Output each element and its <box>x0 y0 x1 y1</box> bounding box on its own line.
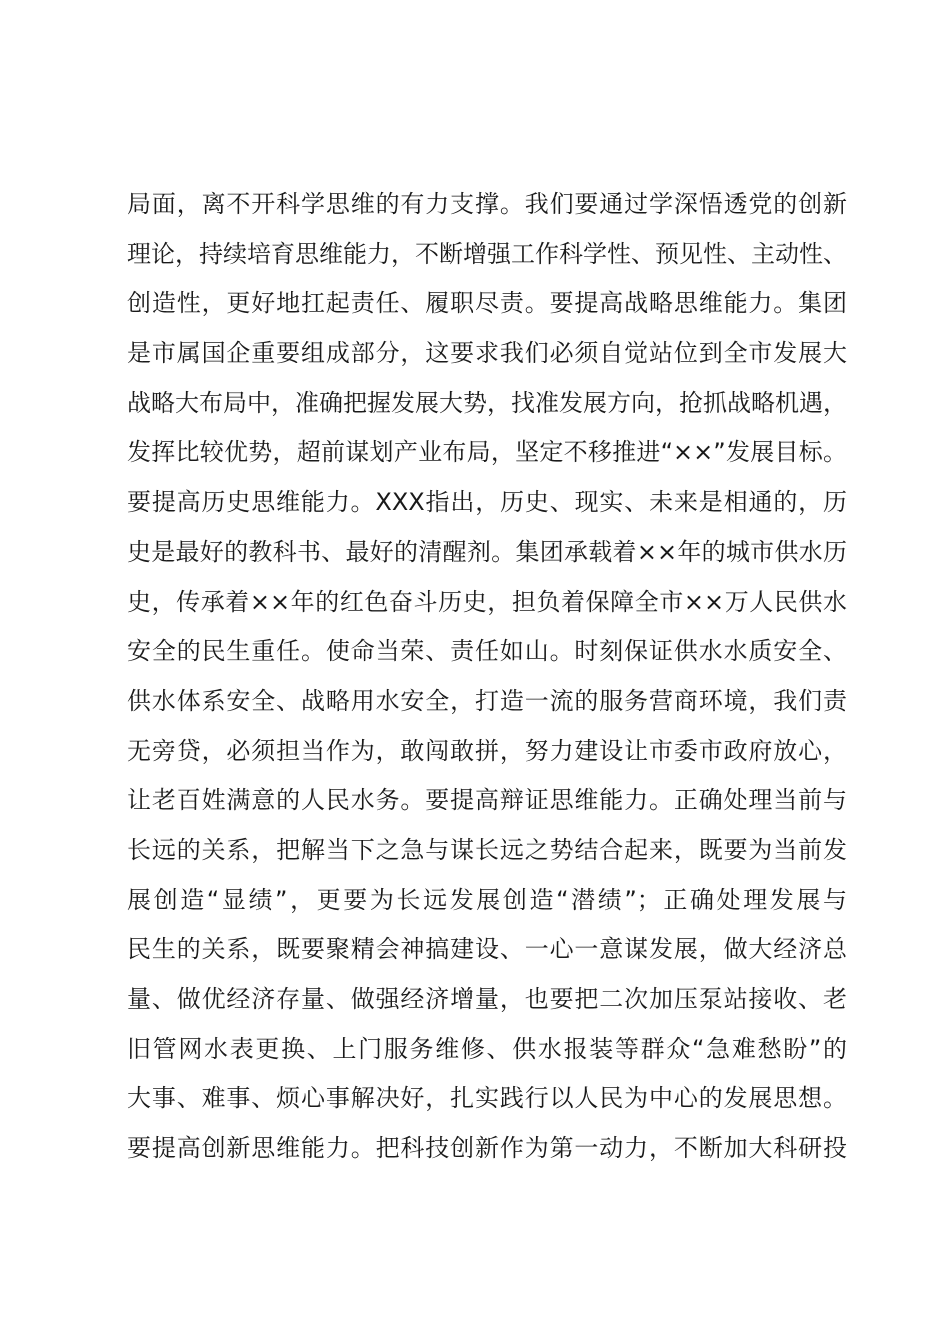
text-line-14: 长远的关系，把解当下之急与谋长远之势结合起来，既要为当前发 <box>127 835 847 864</box>
text-line-5: 战略大布局中，准确把握发展大势，找准发展方向，抢抓战略机遇， <box>127 388 847 417</box>
text-line-20: 要提高创新思维能力。把科技创新作为第一动力，不断加大科研投 <box>127 1134 847 1163</box>
text-line-2: 理论，持续培育思维能力，不断增强工作科学性、预见性、主动性、 <box>127 239 847 268</box>
text-line-4: 是市属国企重要组成部分，这要求我们必须自觉站位到全市发展大 <box>127 339 847 368</box>
text-line-11: 供水体系安全、战略用水安全，打造一流的服务营商环境，我们责 <box>127 686 847 715</box>
text-line-17: 量、做优经济存量、做强经济增量，也要把二次加压泵站接收、老 <box>127 985 847 1013</box>
text-line-12: 无旁贷，必须担当作为，敢闯敢拼，努力建设让市委市政府放心， <box>127 736 847 765</box>
text-line-7: 要提高历史思维能力。XXX指出，历史、现实、未来是相通的，历 <box>127 488 847 517</box>
text-line-16: 民生的关系，既要聚精会神搞建设、一心一意谋发展，做大经济总 <box>127 935 847 964</box>
text-line-8: 史是最好的教科书、最好的清醒剂。集团承载着××年的城市供水历 <box>127 537 847 566</box>
text-line-18: 旧管网水表更换、上门服务维修、供水报装等群众“急难愁盼”的 <box>127 1034 847 1063</box>
text-line-9: 史，传承着××年的红色奋斗历史，担负着保障全市××万人民供水 <box>127 587 847 616</box>
text-line-3: 创造性，更好地扛起责任、履职尽责。要提高战略思维能力。集团 <box>127 289 847 318</box>
text-line-13: 让老百姓满意的人民水务。要提高辩证思维能力。正确处理当前与 <box>127 786 847 815</box>
text-line-15: 展创造“显绩”，更要为长远发展创造“潜绩”；正确处理发展与 <box>127 885 847 914</box>
text-line-6: 发挥比较优势，超前谋划产业布局，坚定不移推进“××”发展目标。 <box>127 438 847 467</box>
text-line-19: 大事、难事、烦心事解决好，扎实践行以人民为中心的发展思想。 <box>127 1084 847 1113</box>
text-line-10: 安全的民生重任。使命当荣、责任如山。时刻保证供水水质安全、 <box>127 637 847 666</box>
text-line-1: 局面，离不开科学思维的有力支撑。我们要通过学深悟透党的创新 <box>127 190 847 218</box>
body-text <box>127 180 847 1174</box>
